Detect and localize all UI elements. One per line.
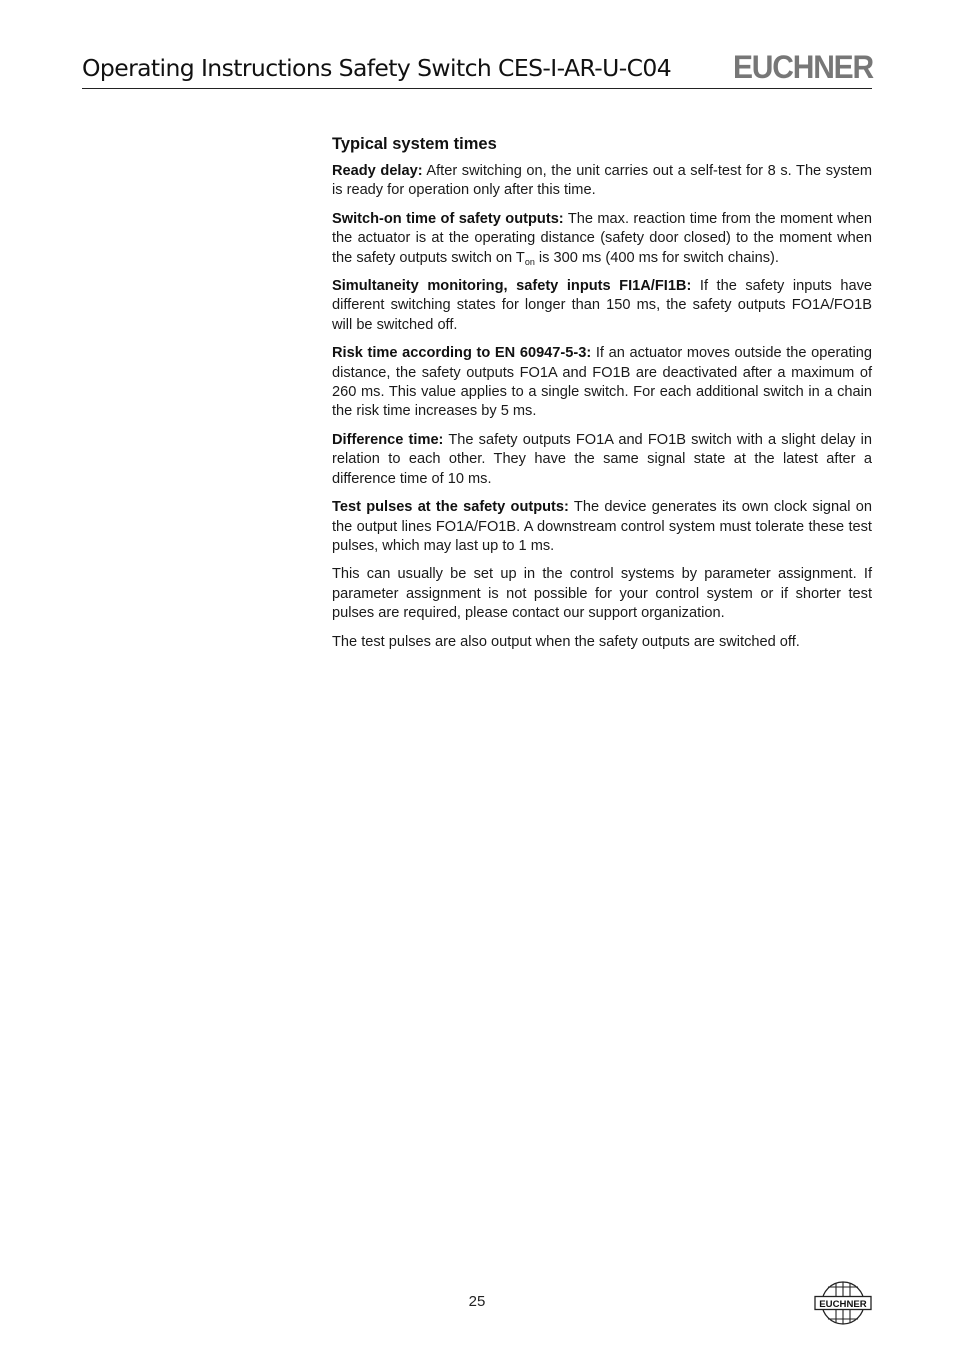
term-risk-time: Risk time according to EN 60947-5-3: bbox=[332, 345, 592, 362]
euchner-seal-logo bbox=[814, 1280, 872, 1326]
paragraph-text: After switching on, the unit carries out a self-test for 8 s. The system is ready for operation only after this time. bbox=[332, 163, 872, 199]
term-difference-time: Difference time: bbox=[332, 431, 444, 448]
term-ready-delay: Ready delay: bbox=[332, 163, 423, 179]
paragraph-text: is 300 ms (400 ms for switch chains). bbox=[534, 249, 779, 266]
paragraph-risk-time bbox=[332, 344, 872, 422]
euchner-logo: EUCHNER bbox=[733, 50, 873, 86]
paragraph-text: If the safety inputs have different switching states for longer than 150 ms, the safety outputs FO1A/FO1B will be switched off. bbox=[332, 278, 872, 333]
paragraph-text: The safety outputs FO1A and FO1B switch with a slight delay in relation to each other. They have the same signal state at the latest after a difference time of 10 ms. bbox=[332, 431, 872, 487]
term-simultaneity: Simultaneity monitoring, safety inputs FI1A/FI1B: bbox=[332, 278, 692, 295]
seal-logo-text: EUCHNER bbox=[819, 1298, 867, 1310]
paragraph-text: The max. reaction time from the moment when the actuator is at the operating distance (safety door closed) to the moment when the safety outputs switch on T bbox=[332, 210, 872, 266]
paragraph-ready-delay bbox=[332, 162, 872, 201]
paragraph-parameter-assignment: This can usually be set up in the control systems by parameter assignment. If parameter assignment is not possible for your control system or if shorter test pulses are required, please contact our support organization. bbox=[332, 566, 872, 622]
subscript-on: on bbox=[524, 256, 535, 267]
term-switch-on-time: Switch-on time of safety outputs: bbox=[332, 210, 564, 227]
term-test-pulses: Test pulses at the safety outputs: bbox=[332, 499, 569, 516]
paragraph-difference-time bbox=[332, 431, 872, 489]
header-divider bbox=[82, 88, 872, 89]
paragraph-text: If an actuator moves outside the operating distance, the safety outputs FO1A and FO1B are deactivated after a maximum of 260 ms. This value applies to a single switch. For each additional switch in a chain the risk time increases by 5 ms. bbox=[332, 345, 872, 420]
paragraph-test-pulses bbox=[332, 498, 872, 556]
paragraph-test-pulses-note: The test pulses are also output when the safety outputs are switched off. bbox=[332, 633, 800, 650]
paragraph-switch-on-time bbox=[332, 210, 872, 268]
page-number: 25 bbox=[468, 1293, 486, 1310]
section-heading: Typical system times bbox=[332, 135, 497, 153]
paragraph-text: The device generates its own clock signal on the output lines FO1A/FO1B. A downstream control system must tolerate these test pulses, which may last up to 1 ms. bbox=[332, 499, 872, 554]
document-title: Operating Instructions Safety Switch CES-I-AR-U-C04 bbox=[82, 54, 672, 82]
main-content bbox=[332, 133, 872, 661]
paragraph-simultaneity bbox=[332, 277, 872, 335]
